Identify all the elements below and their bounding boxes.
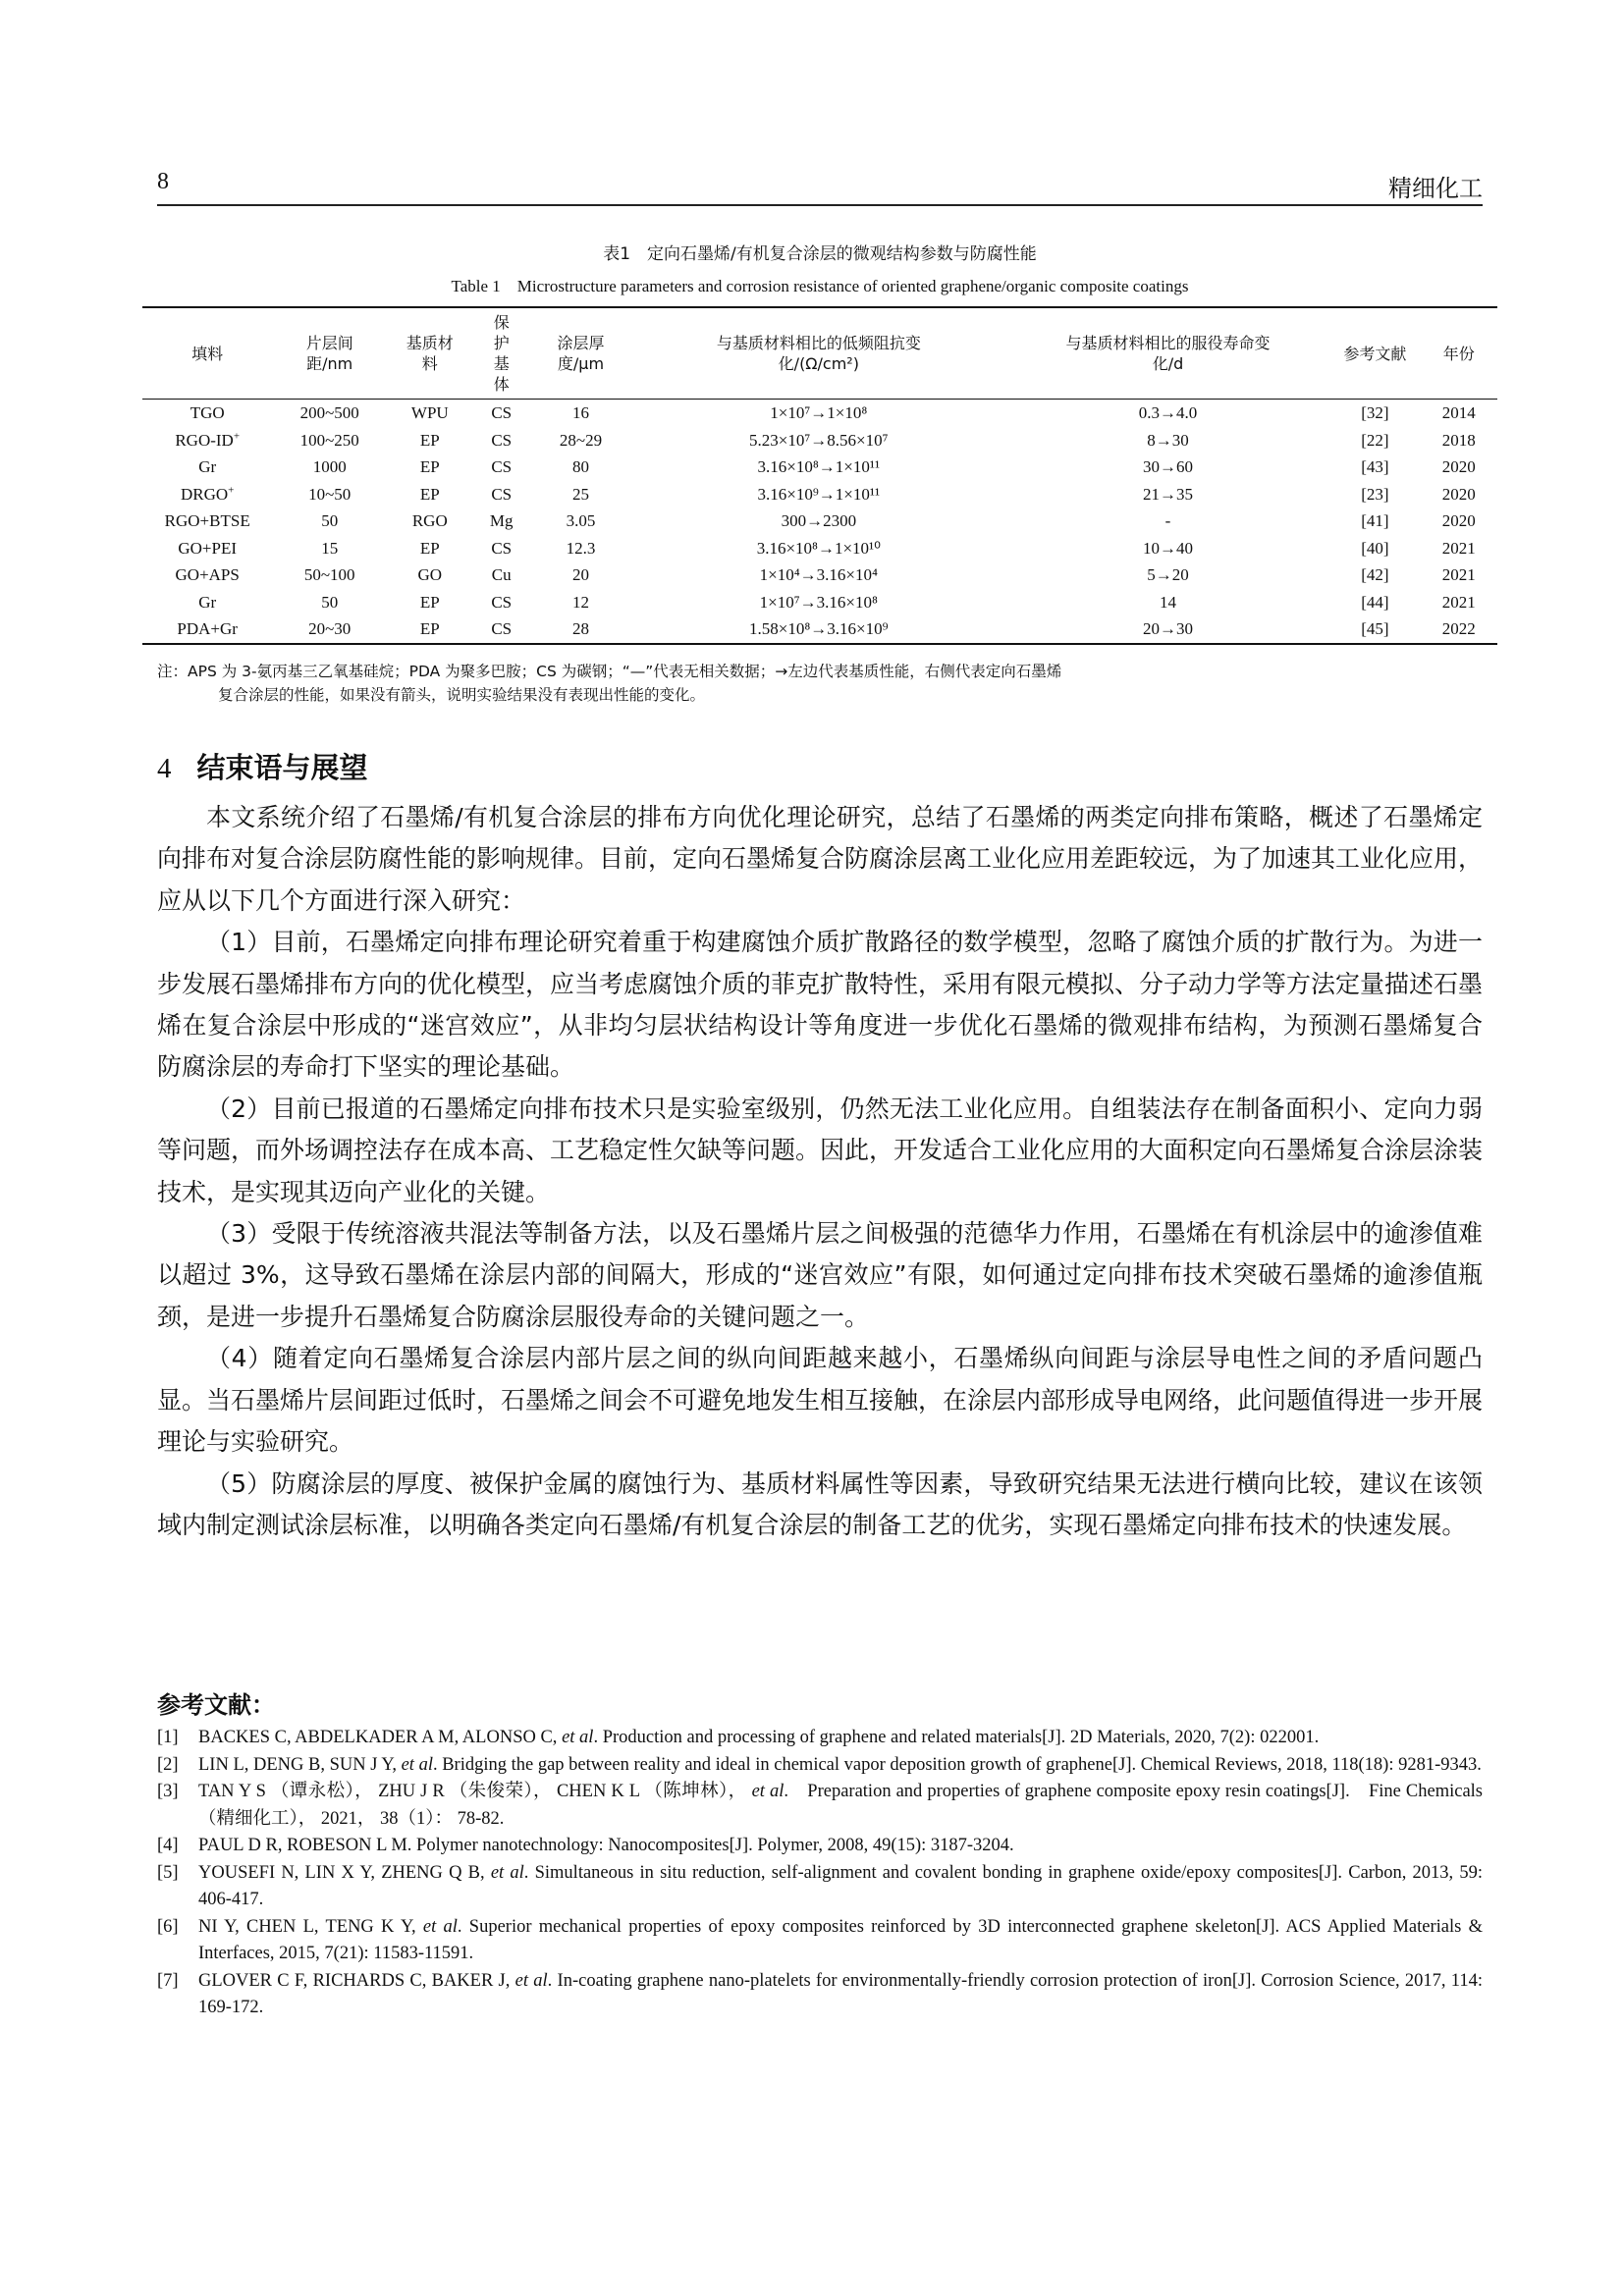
col-header-lifetime: 与基质材料相比的服役寿命变化/d (1006, 307, 1330, 400)
table-row (142, 481, 1497, 508)
cell-year: 2014 (1441, 403, 1476, 423)
cell-thickness: 12 (571, 592, 589, 612)
body-text (157, 797, 1483, 1546)
paragraph: （4）随着定向石墨烯复合涂层内部片层之间的纵向间距越来越小，石墨烯纵向间距与涂层导电性之间的矛盾问题凸显。当石墨烯片层间距过低时，石墨烯之间会不可避免地发生相互接触，在涂层内部形成导电网络，此问题值得进一步开展理论与实验研究。 (157, 1344, 1484, 1457)
table-row (142, 615, 1497, 644)
cell-lifetime: 5→20 (1147, 565, 1189, 585)
reference-text: GLOVER C F, RICHARDS C, BAKER J, (198, 1970, 515, 1991)
cell-impedance: 1.58×10⁸→3.16×10⁹ (631, 615, 1005, 644)
reference-text: PAUL D R, ROBESON L M. Polymer nanotechnology: Nanocomposites[J]. Polymer, 2008, 49(15): 3187-3204. (198, 1836, 1014, 1855)
cell-substrate: Cu (491, 565, 512, 585)
reference-number: [5] (157, 1862, 179, 1883)
cell-filler: GO+APS (175, 565, 240, 585)
reference-etal: et al (514, 1970, 548, 1991)
references-list (157, 1725, 1483, 2022)
cell-filler: TGO (189, 403, 225, 423)
cell-lifetime: 14 (1159, 592, 1176, 612)
cell-matrix: EP (419, 457, 440, 477)
cell-impedance: 1×10⁴→3.16×10⁴ (759, 565, 878, 585)
cell-superscript: + (233, 430, 241, 443)
cell-spacing: 200~500 (299, 403, 359, 423)
cell-ref: [22] (1361, 430, 1389, 450)
reference-item (157, 1860, 1483, 1914)
cell-year: 2021 (1441, 565, 1476, 585)
reference-text: . Preparation and properties of graphene composite epoxy resin coatings[J]. Fine Chemicals （精细化工）， 2021， 38（1）： 78-82. (198, 1782, 1484, 1829)
section-heading (157, 746, 368, 786)
cell-year: 2018 (1441, 430, 1476, 450)
cell-spacing: 1000 (312, 457, 347, 477)
cell-spacing: 50~100 (303, 565, 355, 585)
table-row (142, 507, 1497, 535)
cell-thickness: 28 (530, 615, 631, 644)
cell-impedance: 5.23×10⁷→8.56×10⁷ (749, 430, 889, 450)
cell-impedance: 3.16×10⁹→1×10¹¹ (757, 484, 881, 504)
cell-substrate: CS (491, 457, 513, 477)
reference-etal: et al (562, 1728, 594, 1747)
paragraph: （5）防腐涂层的厚度、被保护金属的腐蚀行为、基质材料属性等因素，导致研究结果无法进行横向比较，建议在该领域内制定测试涂层标准，以明确各类定向石墨烯/有机复合涂层的制备工艺的优劣，实现石墨烯定向排布技术的快速发展。 (157, 1468, 1483, 1539)
cell-matrix: EP (419, 430, 440, 450)
cell-filler: GO+PEI (178, 538, 238, 558)
page-number: 8 (157, 169, 169, 194)
cell-ref: [44] (1361, 592, 1389, 612)
cell-ref: [23] (1361, 484, 1389, 504)
reference-item (157, 1968, 1483, 2022)
cell-matrix: EP (419, 592, 440, 612)
cell-filler: Gr (198, 457, 217, 477)
cell-thickness: 12.3 (566, 538, 596, 558)
cell-lifetime: 8→30 (1147, 430, 1189, 450)
cell-impedance: 3.16×10⁸→1×10¹¹ (757, 457, 881, 477)
table-row (142, 561, 1497, 589)
reference-item (157, 1914, 1483, 1968)
cell-matrix: GO (417, 565, 443, 585)
cell-lifetime: 30→60 (1142, 457, 1193, 477)
table-row (142, 400, 1497, 427)
cell-year: 2020 (1441, 484, 1476, 504)
cell-impedance: 1×10⁷→3.16×10⁸ (759, 592, 878, 612)
cell-ref: [43] (1361, 457, 1389, 477)
cell-thickness: 25 (571, 484, 589, 504)
cell-substrate: CS (491, 484, 513, 504)
table-caption-en: Table 1 Microstructure parameters and corrosion resistance of oriented graphene/organic composite coatings (451, 277, 1189, 295)
cell-thickness: 80 (571, 457, 589, 477)
cell-year: 2022 (1420, 615, 1497, 644)
paragraph: （2）目前已报道的石墨烯定向排布技术只是实验室级别，仍然无法工业化应用。自组装法存在制备面积小、定向力弱等问题，而外场调控法存在成本高、工艺稳定性欠缺等问题。因此，开发适合工业化应用的大面积定向石墨烯复合涂层涂装技术，是实现其迈向产业化的关键。 (157, 1094, 1484, 1206)
journal-name: 精细化工 (1388, 175, 1483, 202)
col-header-spacing: 片层间距/nm (272, 307, 387, 400)
reference-text: BACKES C, ABDELKADER A M, ALONSO C, (198, 1728, 563, 1747)
reference-etal: et al (751, 1782, 785, 1801)
cell-year: 2020 (1441, 511, 1476, 531)
table-body (142, 400, 1497, 644)
table-row (142, 454, 1497, 481)
cell-substrate: CS (473, 615, 530, 644)
reference-number: [3] (157, 1782, 179, 1801)
cell-year: 2021 (1441, 592, 1476, 612)
paragraph: （1）目前，石墨烯定向排布理论研究着重于构建腐蚀介质扩散路径的数学模型，忽略了腐蚀介质的扩散行为。为进一步发展石墨烯排布方向的优化模型，应当考虑腐蚀介质的菲克扩散特性，采用有限元模拟、分子动力学等方法定量描述石墨烯在复合涂层中形成的“迷宫效应”，从非均匀层状结构设计等角度进一步优化石墨烯的微观排布结构，为预测石墨烯复合防腐涂层的寿命打下坚实的理论基础。 (157, 928, 1484, 1082)
cell-lifetime: - (1164, 511, 1171, 531)
reference-text: . In-coating graphene nano-platelets for environmentally-friendly corrosion protection of iron[J]. Corrosion Science, 2017, 114: 169-172. (198, 1970, 1484, 2017)
col-header-ref: 参考文献 (1329, 307, 1420, 400)
cell-impedance: 300→2300 (781, 511, 857, 531)
table-note-line1: 注：APS 为 3-氨丙基三乙氧基硅烷；PDA 为聚多巴胺；CS 为碳钢；“—”代表无相关数据；→左边代表基质性能，右侧代表定向石墨烯 (157, 663, 1062, 680)
cell-spacing: 10~50 (308, 484, 352, 504)
table-row (142, 427, 1497, 454)
reference-number: [1] (157, 1728, 179, 1747)
cell-substrate: Mg (489, 511, 514, 531)
cell-thickness: 16 (571, 403, 589, 423)
reference-item (157, 1833, 1483, 1860)
reference-number: [6] (157, 1916, 179, 1937)
reference-item (157, 1752, 1483, 1780)
references-heading: 参考文献： (157, 1691, 275, 1719)
cell-spacing: 50 (321, 511, 339, 531)
cell-superscript: + (228, 484, 235, 497)
cell-substrate: CS (491, 430, 513, 450)
section-title: 结束语与展望 (196, 751, 368, 784)
reference-text: TAN Y S （谭永松）， ZHU J R （朱俊荣）， CHEN K L （陈坤林）， (198, 1782, 752, 1801)
table-note-line2: 复合涂层的性能，如果没有箭头，说明实验结果没有表现出性能的变化。 (218, 686, 706, 704)
col-header-year: 年份 (1420, 307, 1497, 400)
table-caption-zh: 表1 定向石墨烯/有机复合涂层的微观结构参数与防腐性能 (603, 244, 1037, 264)
cell-lifetime: 0.3→4.0 (1138, 403, 1198, 423)
col-header-substrate: 保护基体 (473, 307, 530, 400)
cell-lifetime: 21→35 (1142, 484, 1193, 504)
reference-etal: et al (490, 1862, 524, 1883)
cell-spacing: 20~30 (272, 615, 387, 644)
cell-ref: [45] (1329, 615, 1420, 644)
reference-number: [2] (157, 1754, 179, 1775)
reference-text: . Production and processing of graphene and related materials[J]. 2D Materials, 2020, 7(2): 022001. (593, 1728, 1320, 1747)
running-header (157, 165, 1483, 206)
cell-ref: [40] (1361, 538, 1389, 558)
cell-lifetime: 10→40 (1142, 538, 1193, 558)
col-header-thickness: 涂层厚度/μm (530, 307, 631, 400)
table-header-row (142, 307, 1497, 400)
col-header-filler: 填料 (142, 307, 272, 400)
table-row (142, 535, 1497, 562)
cell-ref: [41] (1361, 511, 1389, 531)
cell-filler: PDA+Gr (142, 615, 272, 644)
cell-matrix: EP (419, 484, 440, 504)
reference-item (157, 1779, 1483, 1833)
cell-thickness: 3.05 (566, 511, 596, 531)
cell-substrate: CS (491, 538, 513, 558)
cell-thickness: 28~29 (559, 430, 603, 450)
cell-ref: [42] (1361, 565, 1389, 585)
cell-ref: [32] (1361, 403, 1389, 423)
col-header-impedance: 与基质材料相比的低频阻抗变化/(Ω/cm²) (631, 307, 1005, 400)
cell-filler: RGO+BTSE (164, 511, 250, 531)
reference-text: YOUSEFI N, LIN X Y, ZHENG Q B, (198, 1862, 491, 1883)
cell-spacing: 50 (321, 592, 339, 612)
cell-spacing: 100~250 (299, 430, 359, 450)
reference-text: . Superior mechanical properties of epoxy composites reinforced by 3D interconnected graphene skeleton[J]. ACS Applied Materials & Interfaces, 2015, 7(21): 11583-11591. (198, 1916, 1483, 1963)
cell-matrix: RGO (411, 511, 448, 531)
reference-item (157, 1725, 1483, 1752)
cell-filler: Gr (198, 592, 217, 612)
cell-matrix: WPU (410, 403, 449, 423)
reference-etal: et al (422, 1916, 458, 1937)
paper-page (157, 0, 1483, 2296)
cell-filler: RGO-ID+ (175, 430, 241, 450)
reference-text: . Simultaneous in situ reduction, self-alignment and covalent bonding in graphene oxide/epoxy composites[J]. Carbon, 2013, 59: 406-417. (198, 1862, 1483, 1909)
cell-thickness: 20 (571, 565, 589, 585)
cell-year: 2021 (1441, 538, 1476, 558)
data-table (142, 306, 1497, 645)
reference-number: [4] (157, 1836, 179, 1855)
reference-etal: et al (401, 1754, 433, 1775)
cell-spacing: 15 (321, 538, 339, 558)
reference-text: NI Y, CHEN L, TENG K Y, (198, 1916, 423, 1937)
cell-impedance: 3.16×10⁸→1×10¹⁰ (756, 538, 881, 558)
cell-filler: DRGO+ (180, 484, 235, 504)
table-row (142, 589, 1497, 616)
cell-matrix: EP (419, 538, 440, 558)
col-header-matrix: 基质材料 (387, 307, 473, 400)
cell-substrate: CS (491, 403, 513, 423)
cell-impedance: 1×10⁷→1×10⁸ (770, 403, 868, 423)
cell-matrix: EP (387, 615, 473, 644)
paragraph: 本文系统介绍了石墨烯/有机复合涂层的排布方向优化理论研究，总结了石墨烯的两类定向排布策略，概述了石墨烯定向排布对复合涂层防腐性能的影响规律。目前，定向石墨烯复合防腐涂层离工业化应用差距较远，为了加速其工业化应用，应从以下几个方面进行深入研究： (157, 803, 1484, 915)
reference-text: LIN L, DENG B, SUN J Y, (198, 1754, 402, 1775)
reference-text: . Bridging the gap between reality and ideal in chemical vapor deposition growth of graphene[J]. Chemical Reviews, 2018, 118(18): 9281-9343. (432, 1754, 1482, 1775)
paragraph: （3）受限于传统溶液共混法等制备方法，以及石墨烯片层之间极强的范德华力作用，石墨烯在有机涂层中的逾渗值难以超过 3%，这导致石墨烯在涂层内部的间隔大，形成的“迷宫效应”有限，如何通过定向排布技术突破石墨烯的逾渗值瓶颈，是进一步提升石墨烯复合防腐涂层服役寿命的关键问题之一。 (157, 1219, 1483, 1331)
section-number: 4 (157, 753, 172, 784)
cell-year: 2020 (1441, 457, 1476, 477)
cell-lifetime: 20→30 (1006, 615, 1330, 644)
reference-number: [7] (157, 1970, 179, 1991)
table-note (157, 660, 1483, 707)
cell-substrate: CS (491, 592, 513, 612)
